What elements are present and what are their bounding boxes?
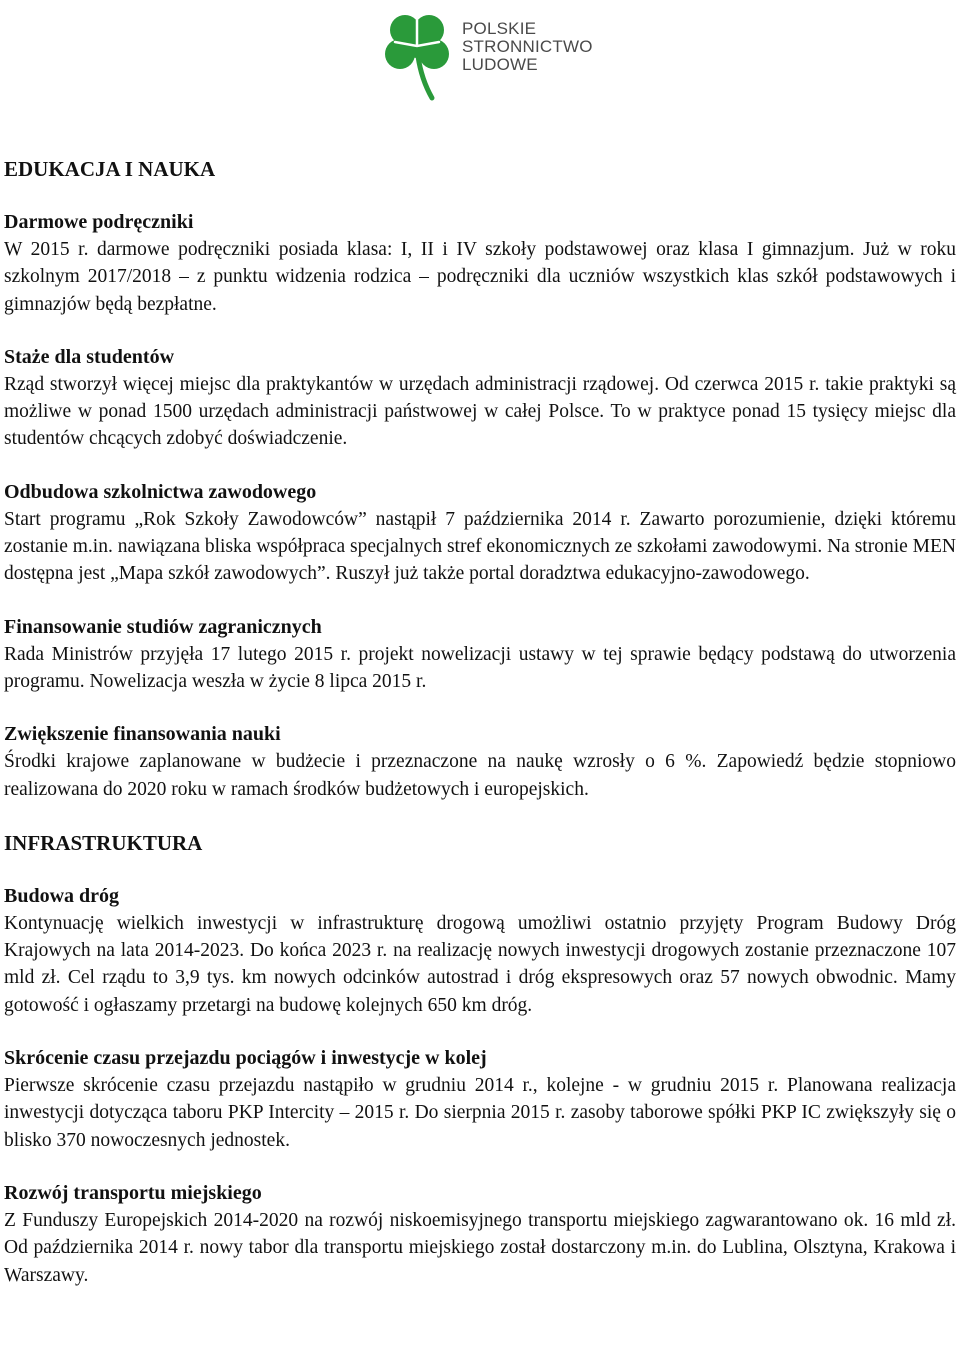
item-body: Kontynuację wielkich inwestycji w infrastrukturę drogową umożliwi ostatnio przyjęty Program Budowy Dróg Krajowych na lata 2014-2023. Do końca 2023 r. na realizację nowych inwestycji drogowych zostanie przeznaczone 107 mld zł. Cel rządu to 3,9 tys. km nowych odcinków autostrad i dróg ekspresowych oraz 57 nowych obwodnic. Mamy gotowość i ogłaszamy przetargi na budowę kolejnych 650 km dróg. bbox=[4, 912, 956, 1016]
item-body: Start programu „Rok Szkoły Zawodowców” nastąpił 7 października 2014 r. Zawarto porozumienie, dzięki któremu zostanie m.in. nawiązana bliska współpraca specjalnych stref ekonomicznych ze szkołami zawodowymi. Na stronie MEN dostępna jest „Mapa szkół zawodowych”. Ruszył już także portal doradztwa edukacyjno-zawodowego. bbox=[4, 508, 956, 585]
item-title: Zwiększenie finansowania nauki bbox=[4, 723, 281, 746]
document-body bbox=[4, 155, 956, 1315]
item-title: Finansowanie studiów zagranicznych bbox=[4, 615, 322, 638]
item-studia-zagraniczne bbox=[4, 614, 956, 696]
item-title: Darmowe podręczniki bbox=[4, 211, 194, 233]
item-title: Budowa dróg bbox=[4, 884, 120, 907]
item-title: Odbudowa szkolnictwa zawodowego bbox=[4, 480, 317, 503]
logo-line: STRONNICTWO bbox=[462, 37, 593, 56]
item-transport-miejski bbox=[4, 1180, 956, 1289]
item-budowa-drog bbox=[4, 883, 956, 1019]
section-title-edukacja: EDUKACJA I NAUKA bbox=[4, 157, 216, 181]
logo-line: LUDOWE bbox=[462, 55, 538, 74]
item-title: Skrócenie czasu przejazdu pociągów i inwestycje w kolej bbox=[4, 1047, 487, 1070]
clover-icon bbox=[378, 6, 458, 102]
item-body: Rząd stworzył więcej miejsc dla praktykantów w urzędach administracji rządowej. Od czerwca 2015 r. takie praktyki są możliwe w ponad 1500 urzędach administracji państwowej w całej Polsce. To w praktyce ponad 15 tysięcy miejsc dla studentów chcących zdobyć doświadczenie. bbox=[4, 373, 956, 450]
item-finansowanie-nauki bbox=[4, 721, 956, 803]
item-staze-dla-studentow bbox=[4, 344, 956, 453]
item-body: Rada Ministrów przyjęła 17 lutego 2015 r. projekt nowelizacji ustawy w tej sprawie będący podstawą do utworzenia programu. Nowelizacja weszła w życie 8 lipca 2015 r. bbox=[4, 643, 956, 692]
item-szkolnictwo-zawodowe bbox=[4, 479, 956, 588]
item-koleje bbox=[4, 1045, 956, 1154]
logo-line: POLSKIE bbox=[462, 19, 537, 38]
psl-logo bbox=[378, 6, 598, 102]
logo-text bbox=[462, 20, 593, 74]
item-body: W 2015 r. darmowe podręczniki posiada klasa: I, II i IV szkoły podstawowej oraz klasa I gimnazjum. Już w roku szkolnym 2017/2018 – z punktu widzenia rodzica – podręczniki dla uczniów wszystkich klas szkół podstawowych i gimnazjów będą bezpłatne. bbox=[4, 239, 956, 315]
item-title: Rozwój transportu miejskiego bbox=[4, 1181, 262, 1204]
item-body: Pierwsze skrócenie czasu przejazdu nastąpiło w grudniu 2014 r., kolejne - w grudniu 2015 r. Planowana realizacja inwestycji dotycząca taboru PKP Intercity – 2015 r. Do sierpnia 2015 r. zasoby taborowe spółki PKP IC zwiększyły się o blisko 370 nowoczesnych jednostek. bbox=[4, 1075, 956, 1151]
section-title-infrastruktura: INFRASTRUKTURA bbox=[4, 830, 203, 855]
page-header bbox=[0, 0, 960, 112]
item-body: Z Funduszy Europejskich 2014-2020 na rozwój niskoemisyjnego transportu miejskiego zagwarantowano ok. 16 mld zł. Od października 2014 r. nowy tabor dla transportu miejskiego został dostarczony m.in. do Lublina, Olsztyna, Krakowa i Warszawy. bbox=[4, 1209, 956, 1286]
item-body: Środki krajowe zaplanowane w budżecie i przeznaczone na naukę wzrosły o 6 %. Zapowiedź będzie stopniowo realizowana do 2020 roku w ramach środków budżetowych i europejskich. bbox=[4, 751, 956, 800]
item-title: Staże dla studentów bbox=[4, 345, 175, 368]
item-darmowe-podreczniki bbox=[4, 209, 956, 318]
